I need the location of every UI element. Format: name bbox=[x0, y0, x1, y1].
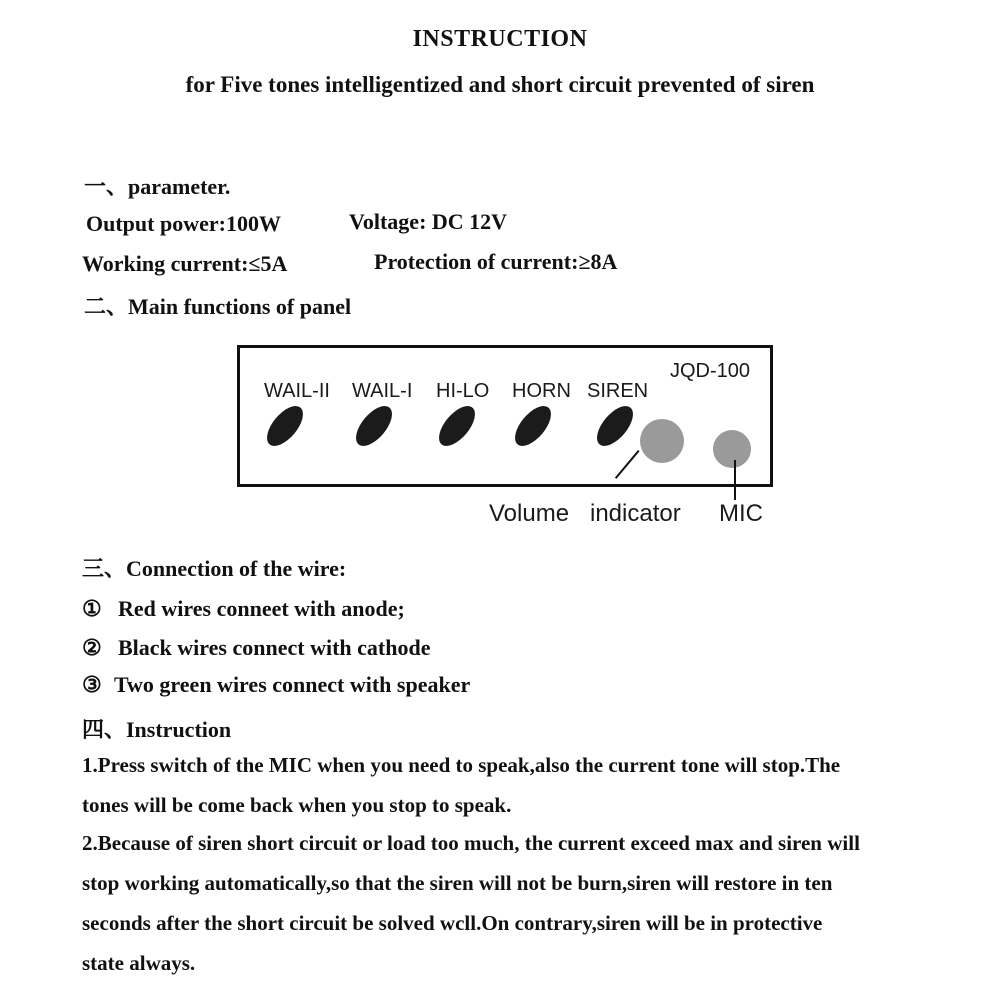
button-label-horn: HORN bbox=[512, 380, 571, 402]
mic-leader-line bbox=[734, 460, 736, 500]
paragraph-line: 1.Press switch of the MIC when you need to speak,also the current tone will stop.The bbox=[82, 753, 841, 777]
section-parameter-heading: 一、parameter. bbox=[84, 174, 231, 199]
button-label-hi-lo: HI-LO bbox=[436, 380, 490, 402]
model-label: JQD-100 bbox=[670, 360, 751, 382]
section-instruction-heading: 四、Instruction bbox=[82, 717, 232, 742]
wire-item-text: Black wires connect with cathode bbox=[118, 635, 431, 660]
volume-caption: Volume bbox=[489, 500, 570, 527]
paragraph-line: stop working automatically,so that the siren will not be burn,siren will restore in ten bbox=[82, 871, 833, 895]
horn-button[interactable] bbox=[508, 400, 557, 452]
paragraph-line: tones will be come back when you stop to speak. bbox=[82, 793, 512, 817]
instruction-paragraph-2 bbox=[82, 823, 962, 983]
protection-current-text: Protection of current:≥8A bbox=[374, 249, 618, 274]
indicator-caption: indicator bbox=[590, 500, 681, 527]
voltage-text: Voltage: DC 12V bbox=[349, 209, 508, 234]
button-label-wail-ii: WAIL-II bbox=[264, 380, 330, 402]
section-connection-heading: 三、Connection of the wire: bbox=[82, 556, 347, 581]
wire-item-text: Two green wires connect with speaker bbox=[114, 672, 471, 697]
document-subtitle: for Five tones intelligentized and short circuit prevented of siren bbox=[185, 72, 815, 97]
item-number: ① bbox=[82, 596, 102, 621]
panel-diagram bbox=[237, 345, 773, 487]
mic-caption: MIC bbox=[719, 500, 763, 527]
working-current-text: Working current:≤5A bbox=[82, 251, 288, 276]
button-label-siren: SIREN bbox=[587, 380, 649, 402]
wire-item-2 bbox=[82, 635, 430, 661]
paragraph-line: 2.Because of siren short circuit or load too much, the current exceed max and siren will bbox=[82, 831, 860, 855]
wail-i-button[interactable] bbox=[349, 400, 398, 452]
item-number: ③ bbox=[82, 672, 102, 697]
document-title: INSTRUCTION bbox=[412, 26, 588, 52]
output-power-text: Output power:100W bbox=[86, 211, 281, 236]
siren-button[interactable] bbox=[590, 400, 639, 452]
paragraph-line: seconds after the short circuit be solved wcll.On contrary,siren will be in protective bbox=[82, 911, 823, 935]
button-label-wail-i: WAIL-I bbox=[352, 380, 413, 402]
wail-ii-button[interactable] bbox=[260, 400, 309, 452]
wire-item-1 bbox=[82, 596, 405, 622]
wire-item-3 bbox=[82, 672, 470, 698]
hi-lo-button[interactable] bbox=[432, 400, 481, 452]
section-panel-heading: 二、Main functions of panel bbox=[84, 294, 352, 319]
item-number: ② bbox=[82, 635, 102, 660]
volume-indicator-knob[interactable] bbox=[640, 419, 684, 463]
paragraph-line: state always. bbox=[82, 951, 196, 975]
wire-item-text: Red wires conneet with anode; bbox=[118, 596, 405, 621]
mic-jack[interactable] bbox=[713, 430, 751, 468]
instruction-paragraph-1 bbox=[82, 745, 962, 825]
